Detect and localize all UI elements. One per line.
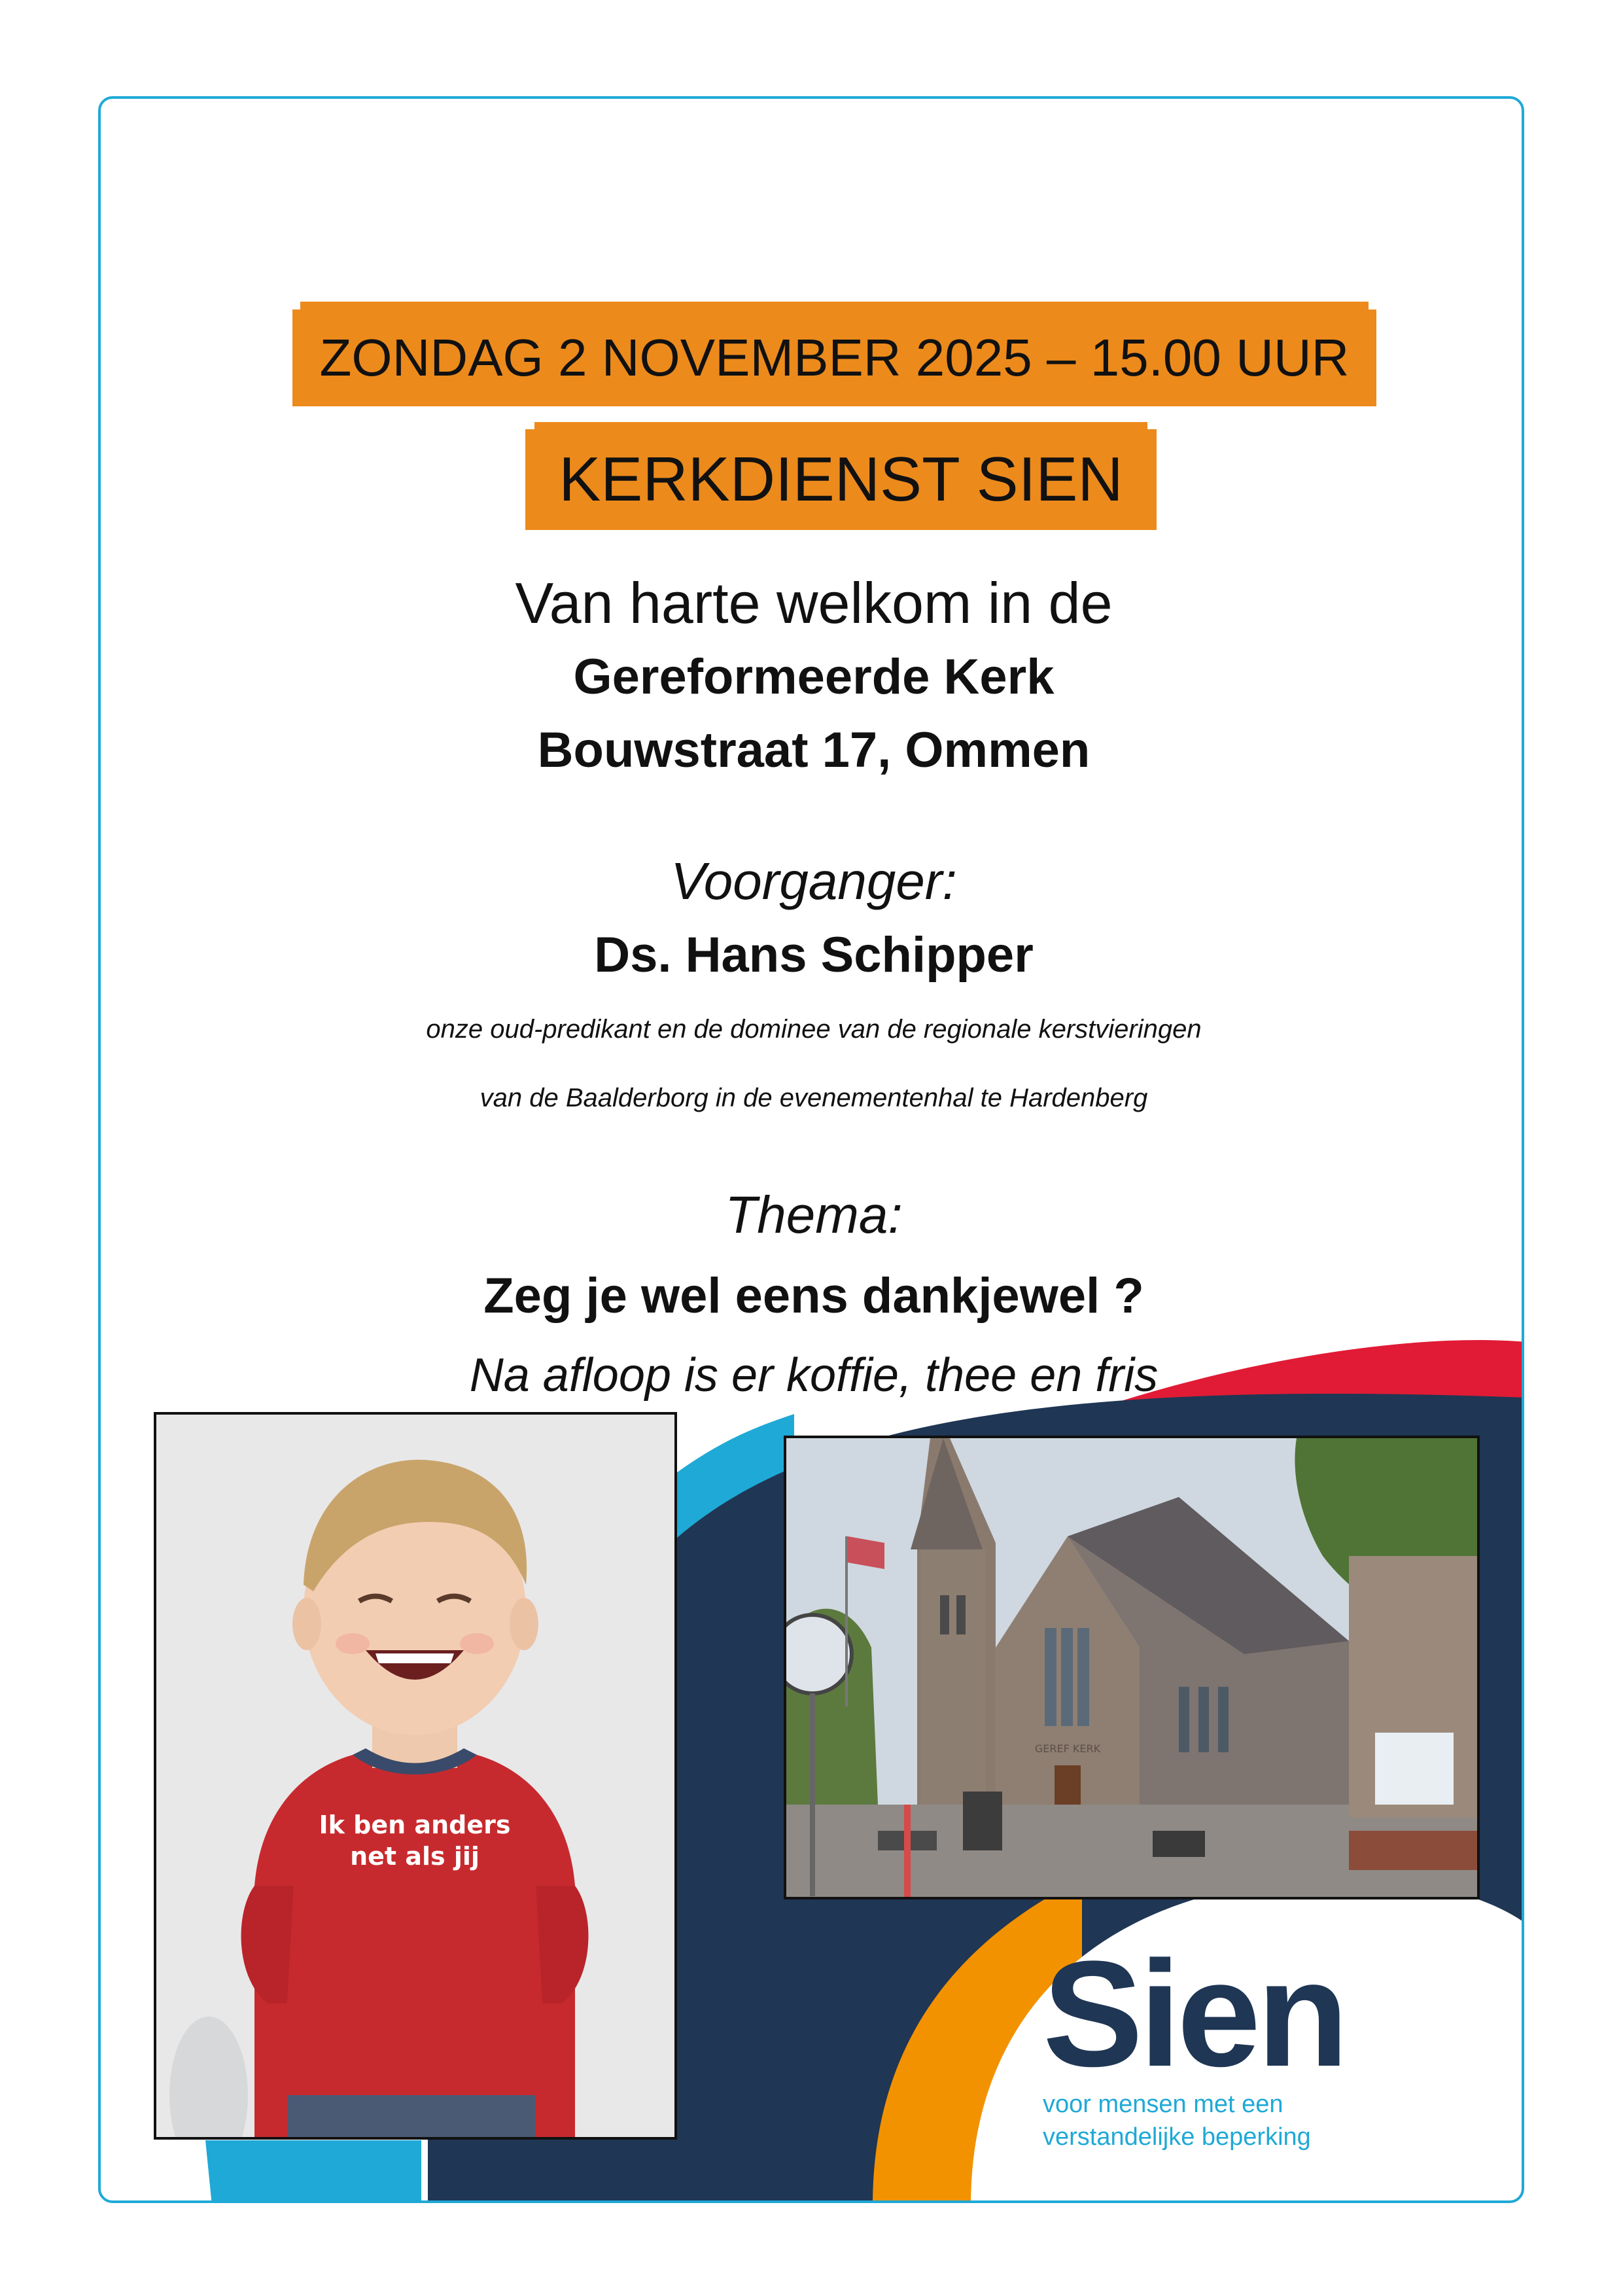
sien-logo bbox=[1043, 1930, 1448, 2155]
church-name: Gereformeerde Kerk bbox=[573, 649, 1055, 705]
sien-tagline-1: voor mensen met een bbox=[1043, 2091, 1283, 2118]
kid-shirt-line1: Ik ben anders bbox=[319, 1810, 511, 1839]
kid-shirt-line2: net als jij bbox=[350, 1842, 480, 1871]
church-photo bbox=[784, 1436, 1480, 1899]
preacher-name: Ds. Hans Schipper bbox=[594, 927, 1034, 983]
date-banner: ZONDAG 2 NOVEMBER 2025 – 15.00 UUR bbox=[292, 309, 1376, 406]
title-banner: KERKDIENST SIEN bbox=[525, 429, 1157, 530]
kid-photo bbox=[154, 1412, 677, 2140]
preacher-note-2: van de Baalderborg in de evenementenhal te Hardenberg bbox=[480, 1084, 1148, 1112]
poster-frame bbox=[98, 96, 1524, 2203]
welcome-text: Van harte welkom in de bbox=[515, 571, 1113, 635]
church-address: Bouwstraat 17, Ommen bbox=[537, 722, 1091, 778]
theme-title: Zeg je wel eens dankjewel ? bbox=[483, 1268, 1144, 1324]
preacher-note-1: onze oud-predikant en de dominee van de regionale kerstvieringen bbox=[426, 1015, 1202, 1044]
sien-tagline-2: verstandelijke beperking bbox=[1043, 2123, 1311, 2151]
sien-logo-word: Sien bbox=[1043, 1930, 1345, 2098]
after-service-text: Na afloop is er koffie, thee en fris bbox=[469, 1349, 1159, 1402]
church-facade-text: GEREF KERK bbox=[1034, 1742, 1101, 1755]
thema-label: Thema: bbox=[725, 1186, 903, 1244]
voorganger-label: Voorganger: bbox=[671, 852, 957, 910]
